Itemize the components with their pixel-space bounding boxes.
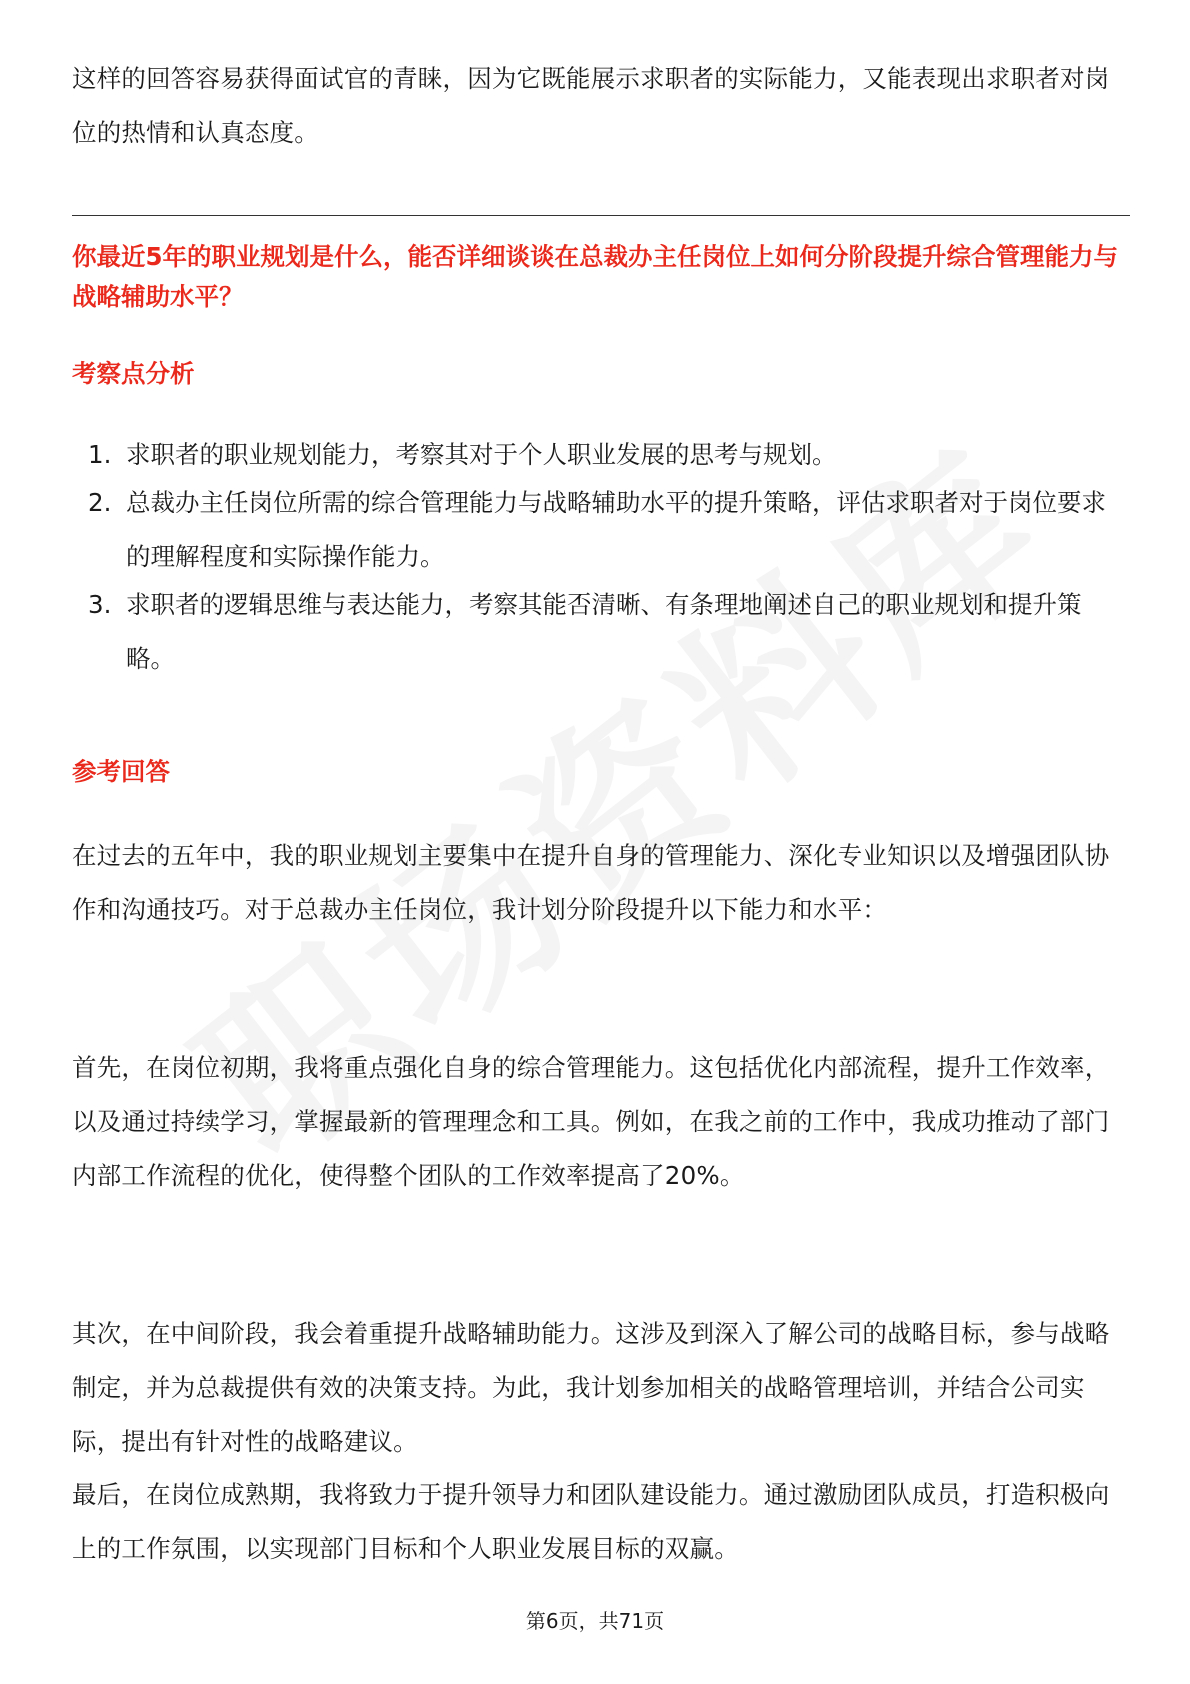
list-item-number: 3.	[88, 590, 112, 619]
list-item	[72, 476, 1130, 584]
intro-paragraph: 这样的回答容易获得面试官的青睐，因为它既能展示求职者的实际能力，又能表现出求职者对岗位的热情和认真态度。	[72, 64, 1110, 147]
answer-paragraph: 其次，在中间阶段，我会着重提升战略辅助能力。这涉及到深入了解公司的战略目标，参与战略制定，并为总裁提供有效的决策支持。为此，我计划参加相关的战略管理培训，并结合公司实际，提出有针对性的战略建议。	[72, 1319, 1110, 1456]
interview-question: 你最近5年的职业规划是什么，能否详细谈谈在总裁办主任岗位上如何分阶段提升综合管理能力与战略辅助水平？	[72, 242, 1119, 311]
list-item-number: 2.	[88, 488, 112, 517]
answer-paragraph: 首先，在岗位初期，我将重点强化自身的综合管理能力。这包括优化内部流程，提升工作效率，以及通过持续学习，掌握最新的管理理念和工具。例如，在我之前的工作中，我成功推动了部门内部工作流程的优化，使得整个团队的工作效率提高了20%。	[72, 1053, 1110, 1190]
list-item-text: 求职者的逻辑思维与表达能力，考察其能否清晰、有条理地阐述自己的职业规划和提升策略。	[126, 590, 1082, 673]
answer-paragraph: 最后，在岗位成熟期，我将致力于提升领导力和团队建设能力。通过激励团队成员，打造积极向上的工作氛围，以实现部门目标和个人职业发展目标的双赢。	[72, 1480, 1110, 1563]
list-item-text: 总裁办主任岗位所需的综合管理能力与战略辅助水平的提升策略，评估求职者对于岗位要求的理解程度和实际操作能力。	[126, 488, 1106, 571]
analysis-heading: 考察点分析	[72, 359, 195, 388]
section-divider	[72, 215, 1130, 216]
list-item	[72, 428, 1130, 482]
list-item	[72, 578, 1130, 686]
answer-heading: 参考回答	[72, 757, 170, 786]
list-item-text: 求职者的职业规划能力，考察其对于个人职业发展的思考与规划。	[126, 440, 837, 469]
list-item-number: 1.	[88, 440, 112, 469]
analysis-points-list	[72, 428, 1130, 686]
answer-paragraph: 在过去的五年中，我的职业规划主要集中在提升自身的管理能力、深化专业知识以及增强团队协作和沟通技巧。对于总裁办主任岗位，我计划分阶段提升以下能力和水平：	[72, 841, 1110, 924]
page-number: 第6页，共71页	[525, 1609, 665, 1633]
